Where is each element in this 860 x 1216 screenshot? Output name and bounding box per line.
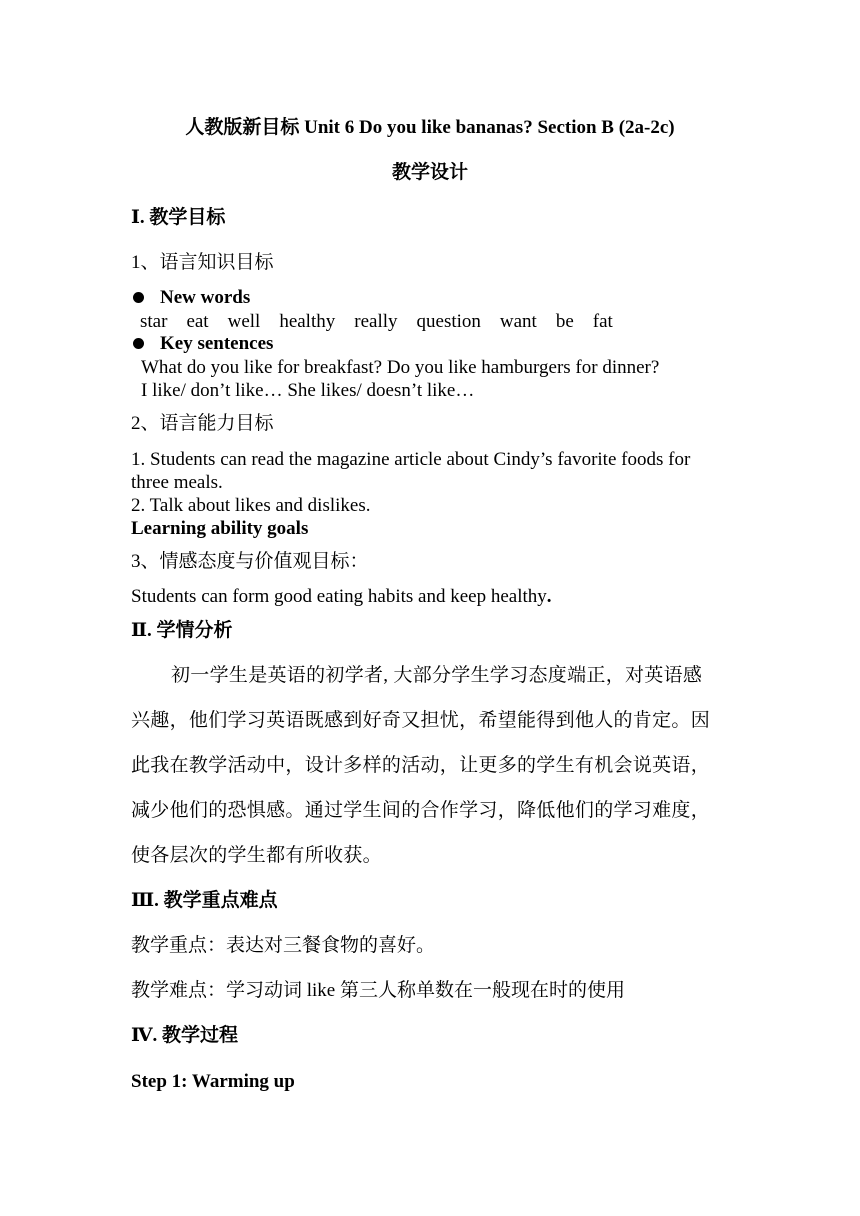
word-item: be xyxy=(555,311,574,332)
new-words-list xyxy=(140,312,613,331)
word-item: want xyxy=(499,311,537,332)
analysis-line-1: 初一学生是英语的初学者, 大部分学生学习态度端正，对英语感 xyxy=(171,665,703,686)
section-3-heading: Ⅲ. 教学重点难点 xyxy=(131,890,278,911)
step-1-heading: Step 1: Warming up xyxy=(131,1071,295,1092)
section-4-heading: Ⅳ. 教学过程 xyxy=(131,1025,239,1046)
word-item: fat xyxy=(592,311,613,332)
bullet-icon xyxy=(133,292,144,303)
analysis-line-4: 减少他们的恐惧感。通过学生间的合作学习，降低他们的学习难度， xyxy=(131,800,711,821)
section-2-heading: Ⅱ. 学情分析 xyxy=(131,620,233,641)
key-sentence-line-1: What do you like for breakfast? Do you like hamburgers for dinner? xyxy=(141,357,660,378)
ability-goal-1-line-2: three meals. xyxy=(131,472,223,493)
section-1-sub2-heading: 2、语言能力目标 xyxy=(131,413,274,434)
section-1-sub3-heading: 3、情感态度与价值观目标： xyxy=(131,551,369,572)
attitude-goal-period: . xyxy=(546,586,552,607)
word-item: healthy xyxy=(279,311,336,332)
word-item: question xyxy=(416,311,481,332)
section-1-heading: Ⅰ. 教学目标 xyxy=(131,207,226,228)
word-item: eat xyxy=(186,311,209,332)
teaching-difficult-point: 教学难点：学习动词 like 第三人称单数在一般现在时的使用 xyxy=(131,980,625,1001)
bullet-icon xyxy=(133,338,144,349)
analysis-line-5: 使各层次的学生都有所收获。 xyxy=(131,845,382,866)
key-sentences-label: Key sentences xyxy=(160,333,274,354)
learning-ability-goals: Learning ability goals xyxy=(131,518,309,539)
word-item: star xyxy=(140,311,168,332)
document-subtitle: 教学设计 xyxy=(391,162,468,183)
analysis-line-3: 此我在教学活动中，设计多样的活动，让更多的学生有机会说英语， xyxy=(131,755,711,776)
ability-goal-1-line-1: 1. Students can read the magazine article about Cindy’s favorite foods for xyxy=(131,449,691,470)
attitude-goal-sentence: Students can form good eating habits and keep healthy xyxy=(131,586,547,607)
key-sentence-line-2: I like/ don’t like… She likes/ doesn’t like… xyxy=(141,380,475,401)
word-item: well xyxy=(227,311,261,332)
attitude-goal-text xyxy=(131,587,552,606)
word-item: really xyxy=(354,311,398,332)
ability-goal-2: 2. Talk about likes and dislikes. xyxy=(131,495,371,516)
teaching-key-point: 教学重点：表达对三餐食物的喜好。 xyxy=(131,935,436,956)
document-title: 人教版新目标 Unit 6 Do you like bananas? Section B (2a-2c) xyxy=(185,117,675,138)
section-1-sub1-heading: 1、语言知识目标 xyxy=(131,252,274,273)
analysis-line-2: 兴趣，他们学习英语既感到好奇又担忧，希望能得到他人的肯定。因 xyxy=(131,710,711,731)
new-words-label: New words xyxy=(160,287,251,308)
